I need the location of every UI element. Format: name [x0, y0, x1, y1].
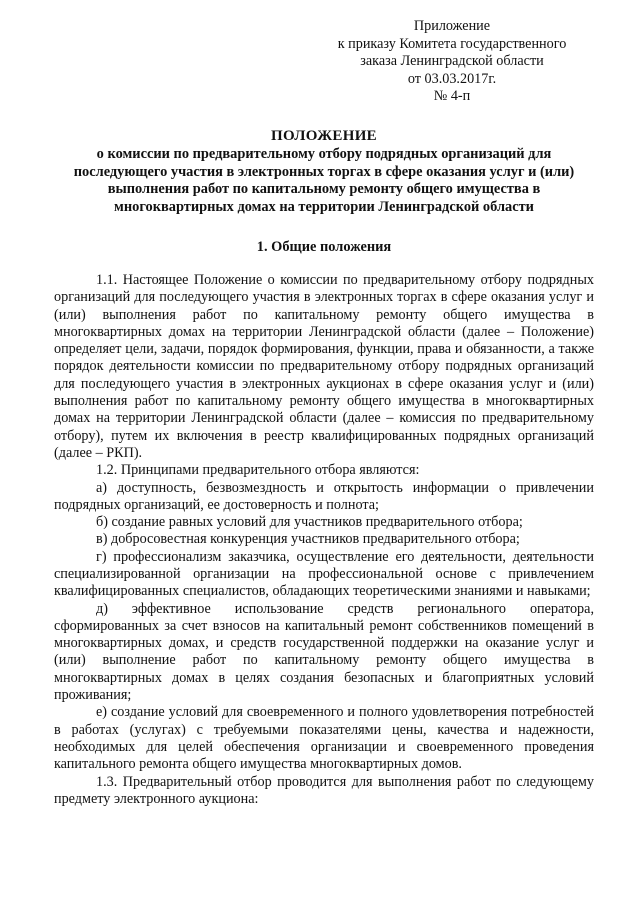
paragraph-1-1: 1.1. Настоящее Положение о комиссии по предварительному отбору подрядных организаций для последующего участия в электронных торгах в сфере оказания услуг и (или) выполнения работ по капитальному ремонту общего имущества в многоквартирных домах на территории Ленинградской области (далее – Положение) определяет цели, задачи, порядок формирования, функции, права и обязанности, а также порядок деятельности комиссии по предварительному отбору подрядных организаций для последующего участия в электронных аукционах в сфере оказания услуг и (или) выполнения работ по капитальному ремонту общего имущества в многоквартирных домах на территории Ленинградской области (далее – комиссия по предварительному отбору), путем их включения в реестр квалифицированных подрядных организаций (далее – РКП).: [54, 271, 594, 461]
list-item-v: в) добросовестная конкуренция участников предварительного отбора;: [96, 531, 520, 548]
title-line: о комиссии по предварительному отбору подрядных организаций для: [96, 145, 552, 162]
document-body: [54, 272, 594, 808]
appendix-number: № 4-п: [433, 88, 471, 105]
title-line: последующего участия в электронных торгах в сфере оказания услуг и (или): [73, 163, 575, 180]
appendix-line: заказа Ленинградской области: [360, 53, 544, 70]
list-item-e: е) создание условий для своевременного и полного удовлетворения потребностей в работах (услугах) с требуемыми показателями цены, качества и надежности, необходимых для целей обеспечения организации и своевременного проведения капитального ремонта общего имущества многоквартирных домов.: [54, 704, 594, 773]
title-main: ПОЛОЖЕНИЕ: [271, 127, 377, 144]
appendix-line: Приложение: [413, 18, 491, 34]
document-title: [54, 128, 594, 217]
appendix-line: к приказу Комитета государственного: [337, 35, 567, 52]
paragraph-1-2: 1.2. Принципами предварительного отбора являются:: [96, 462, 420, 479]
list-item-a: а) доступность, безвозмездность и открытость информации о привлечении подрядных организаций, ее достоверность и полнота;: [54, 479, 594, 513]
list-item-d: д) эффективное использование средств регионального оператора, сформированных за счет взносов на капитальный ремонт собственников помещений в многоквартирных домах, и средств государственной поддержки на оказание услуг и (или) выполнение работ по капитальному ремонту общего имущества в многоквартирных домах в целях создания безопасных и благоприятных условий проживания;: [54, 600, 594, 704]
appendix-header: [302, 18, 602, 106]
list-item-g: г) профессионализм заказчика, осуществление его деятельности, деятельности специализированной организации на профессиональной основе с привлечением квалифицированных специалистов, обладающих теоретическими знаниями и навыками;: [54, 548, 594, 600]
title-line: выполнения работ по капитальному ремонту общего имущества в: [107, 181, 541, 198]
paragraph-1-3: 1.3. Предварительный отбор проводится для выполнения работ по следующему предмету электронного аукциона:: [54, 773, 594, 807]
title-line: многоквартирных домах на территории Ленинградской области: [114, 199, 534, 216]
section-heading: 1. Общие положения: [256, 238, 392, 255]
appendix-date: от 03.03.2017г.: [407, 70, 497, 87]
list-item-b: б) создание равных условий для участников предварительного отбора;: [96, 514, 523, 531]
